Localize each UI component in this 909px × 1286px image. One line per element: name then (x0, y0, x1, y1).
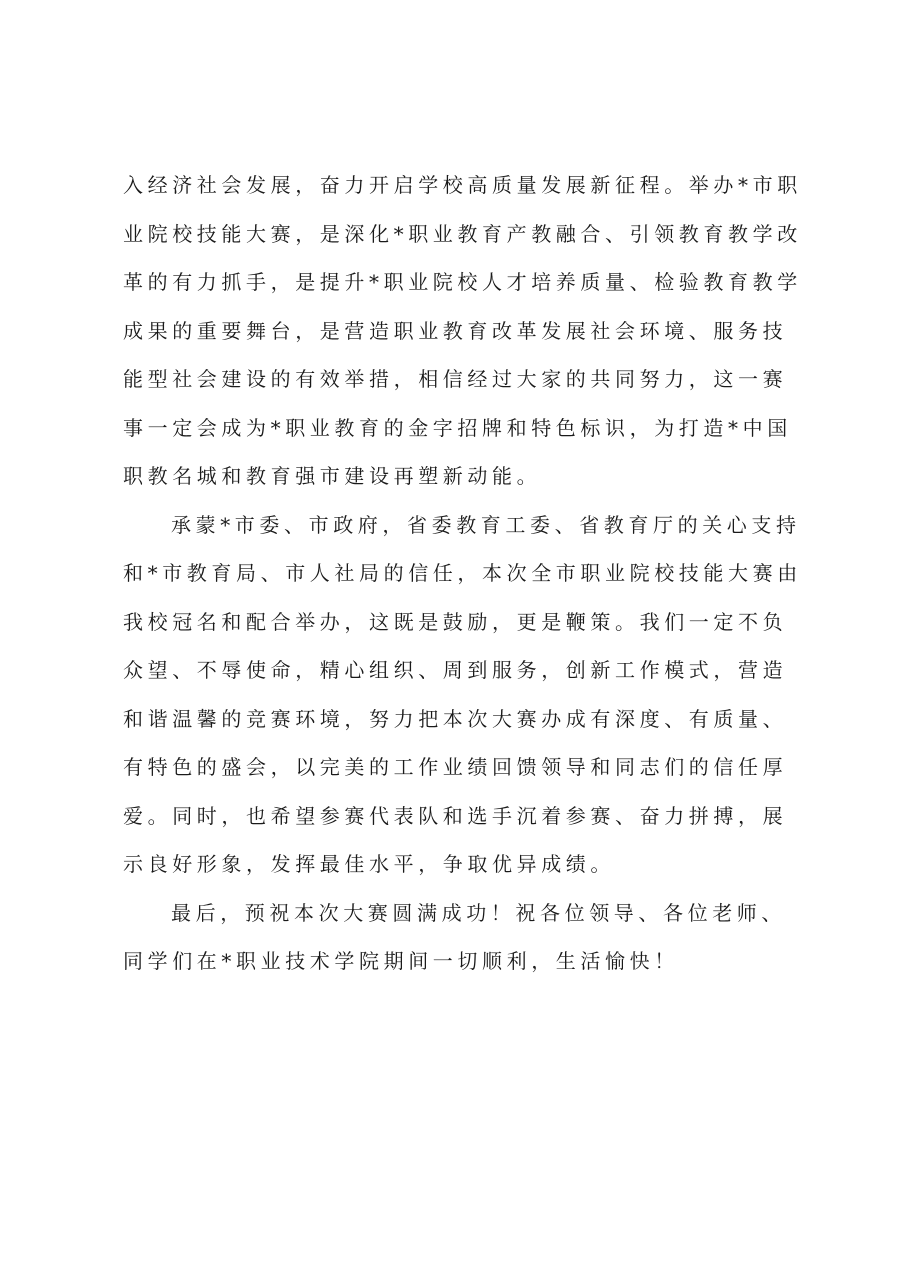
paragraph-line: 和*市教育局、市人社局的信任，本次全市职业院校技能大赛由 (123, 561, 802, 585)
paragraph-line: 和谐温馨的竞赛环境，努力把本次大赛办成有深度、有质量、 (123, 706, 788, 731)
paragraph-line: 成果的重要舞台，是营造职业教育改革发展社会环境、服务技 (123, 318, 788, 343)
paragraph-line: 职教名城和教育强市建设再塑新动能。 (123, 464, 542, 488)
document-body (123, 161, 823, 986)
paragraph-line: 爱。同时，也希望参赛代表队和选手沉着参赛、奋力拼搏，展 (123, 803, 788, 828)
paragraph-line: 业院校技能大赛，是深化*职业教育产教融合、引领教育教学改 (123, 221, 802, 246)
paragraph-3 (123, 889, 823, 986)
paragraph-line: 示良好形象，发挥最佳水平，争取优异成绩。 (123, 852, 615, 876)
paragraph-line: 同学们在*职业技术学院期间一切顺利，生活愉快！ (123, 949, 679, 973)
paragraph-line: 能型社会建设的有效举措，相信经过大家的共同努力，这一赛 (123, 367, 788, 391)
paragraph-1 (123, 161, 823, 501)
paragraph-2 (123, 501, 823, 889)
paragraph-line: 有特色的盛会，以完美的工作业绩回馈领导和同志们的信任厚 (123, 755, 788, 779)
paragraph-line: 众望、不辱使命，精心组织、周到服务，创新工作模式，营造 (123, 658, 788, 682)
paragraph-line: 最后，预祝本次大赛圆满成功！祝各位领导、各位老师、 (171, 900, 786, 925)
paragraph-line: 承蒙*市委、市政府，省委教育工委、省教育厅的关心支持 (171, 512, 801, 537)
paragraph-line: 革的有力抓手，是提升*职业院校人才培养质量、检验教育教学 (123, 270, 802, 294)
paragraph-line: 我校冠名和配合举办，这既是鼓励，更是鞭策。我们一定不负 (123, 609, 788, 634)
paragraph-line: 事一定会成为*职业教育的金字招牌和特色标识，为打造*中国 (123, 415, 792, 440)
paragraph-line: 入经济社会发展，奋力开启学校高质量发展新征程。举办*市职 (123, 173, 802, 197)
